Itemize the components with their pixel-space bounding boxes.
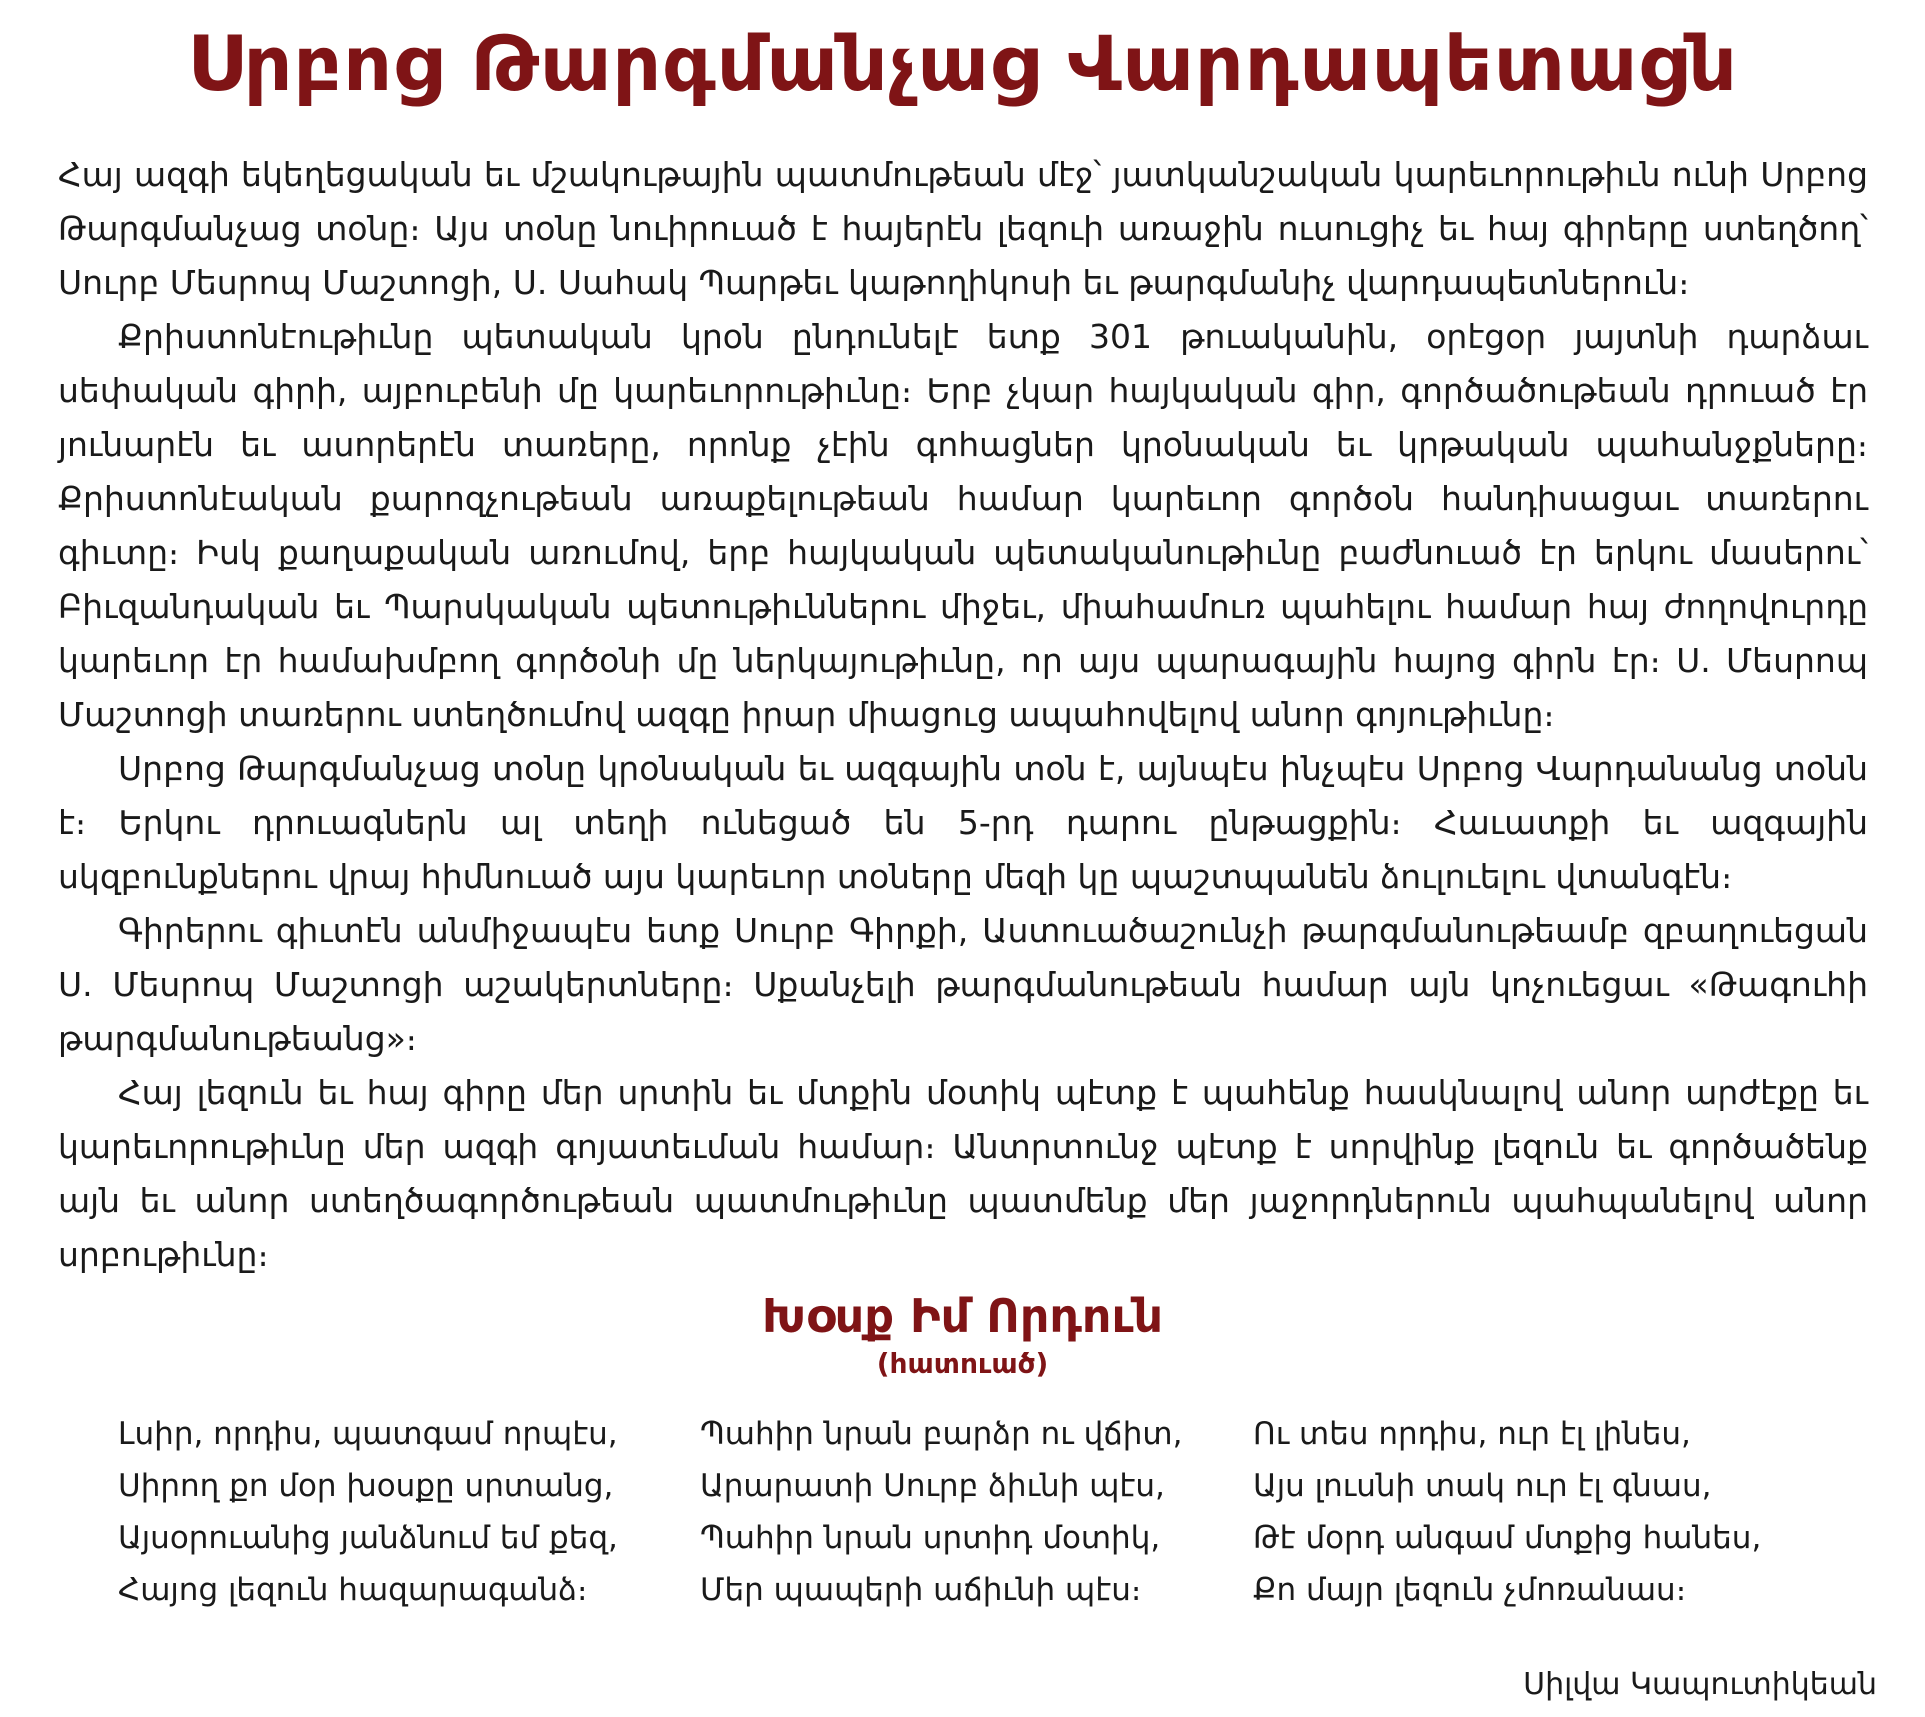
article-paragraph: Հայ լեզուն եւ հայ գիրը մեր սրտին եւ մտքին մօտիկ պէտք է պահենք հասկնալով անոր արժէքը եւ կարեւորութիւնը մեր ազգի գոյատեւման համար։ Անտրտունջ պէտք է սորվինք լեզուն եւ գործածենք այն եւ անոր ստեղծագործութեան պատմութիւնը պատմենք մեր յաջորդներուն պահպանելով անոր սրբութիւնը։	[58, 1073, 1868, 1274]
poem-line: Արարատի Սուրբ ձիւնի պէս,	[700, 1468, 1165, 1504]
article-paragraph: Սրբոց Թարգմանչաց տօնը կրօնական եւ ազգային տօն է, այնպէս ինչպէս Սրբոց Վարդանանց տօնն է։ Երկու դրուագներն ալ տեղի ունեցած են 5-րդ դարու ընթացքին։ Հաւատքի եւ ազգային սկզբունքներու վրայ հիմնուած այս կարեւոր տօները մեզի կը պաշտպանեն ձուլուելու վտանգէն։	[58, 749, 1868, 896]
poem-stanza-1	[118, 1408, 618, 1616]
article-body	[58, 148, 1868, 1282]
page-title: Սրբոց Թարգմանչաց Վարդապետացն	[187, 19, 1738, 108]
poem-author: Սիլվա Կապուտիկեան	[1523, 1667, 1877, 1702]
poem-line: Թէ մօրդ անգամ մտքից հանես,	[1253, 1520, 1762, 1556]
poem-line: Սիրող քո մօր խօսքը սրտանց,	[118, 1468, 614, 1504]
poem-subtitle: (հատուած)	[876, 1347, 1049, 1380]
poem-line: Լսիր, որդիս, պատգամ որպէս,	[118, 1416, 618, 1452]
article-paragraph: Հայ ազգի եկեղեցական եւ մշակութային պատմութեան մէջ՝ յատկանշական կարեւորութիւն ունի Սրբոց Թարգմանչաց տօնը։ Այս տօնը նուիրուած է հայերէն լեզուի առաջին ուսուցիչ եւ հայ գիրերը ստեղծող՝ Սուրբ Մեսրոպ Մաշտոցի, Ս. Սահակ Պարթեւ կաթողիկոսի եւ թարգմանիչ վարդապետներուն։	[58, 155, 1868, 302]
poem-line: Այսօրուանից յանձնում եմ քեզ,	[118, 1520, 618, 1556]
poem-line: Այս լուսնի տակ ուր էլ գնաս,	[1253, 1468, 1712, 1504]
poem-stanza-3	[1253, 1408, 1761, 1616]
poem-line: Պահիր նրան բարձր ու վճիտ,	[700, 1416, 1183, 1452]
poem-stanza-2	[700, 1408, 1182, 1616]
poem-line: Պահիր նրան սրտիդ մօտիկ,	[700, 1520, 1161, 1556]
poem-line: Հայոց լեզուն հազարագանձ։	[118, 1572, 588, 1608]
article-paragraph: Քրիստոնէութիւնը պետական կրօն ընդունելէ ետք 301 թուականին, օրէցօր յայտնի դարձաւ սեփական գիրի, այբուբենի մը կարեւորութիւնը։ Երբ չկար հայկական գիր, գործածութեան դրուած էր յունարէն եւ ասորերէն տառերը, որոնք չէին գոհացներ կրօնական եւ կրթական պահանջքները։ Քրիստոնէական քարոզչութեան առաքելութեան համար կարեւոր գործօն հանդիսացաւ տառերու գիւտը։ Իսկ քաղաքական առումով, երբ հայկական պետականութիւնը բաժնուած էր երկու մասերու՝ Բիւզանդական եւ Պարսկական պետութիւններու միջեւ, միահամուռ պահելու համար հայ ժողովուրդը կարեւոր էր համախմբող գործօնի մը ներկայութիւնը, որ այս պարագային հայոց գիրն էր։ Ս. Մեսրոպ Մաշտոցի տառերու ստեղծումով ազգը իրար միացուց ապահովելով անոր գոյութիւնը։	[58, 317, 1868, 734]
poem-line: Քո մայր լեզուն չմոռանաս։	[1253, 1572, 1687, 1608]
poem-title: Խօսք Իմ Որդուն	[761, 1289, 1164, 1343]
poem-line: Մեր պապերի աճիւնի պէս։	[700, 1572, 1142, 1608]
article-paragraph: Գիրերու գիւտէն անմիջապէս ետք Սուրբ Գիրքի, Աստուածաշունչի թարգմանութեամբ զբաղուեցան Ս. Մեսրոպ Մաշտոցի աշակերտները։ Սքանչելի թարգմանութեան համար այն կոչուեցաւ «Թագուհի թարգմանութեանց»։	[58, 911, 1868, 1058]
poem-line: Ու տես որդիս, ուր էլ լինես,	[1253, 1416, 1691, 1452]
